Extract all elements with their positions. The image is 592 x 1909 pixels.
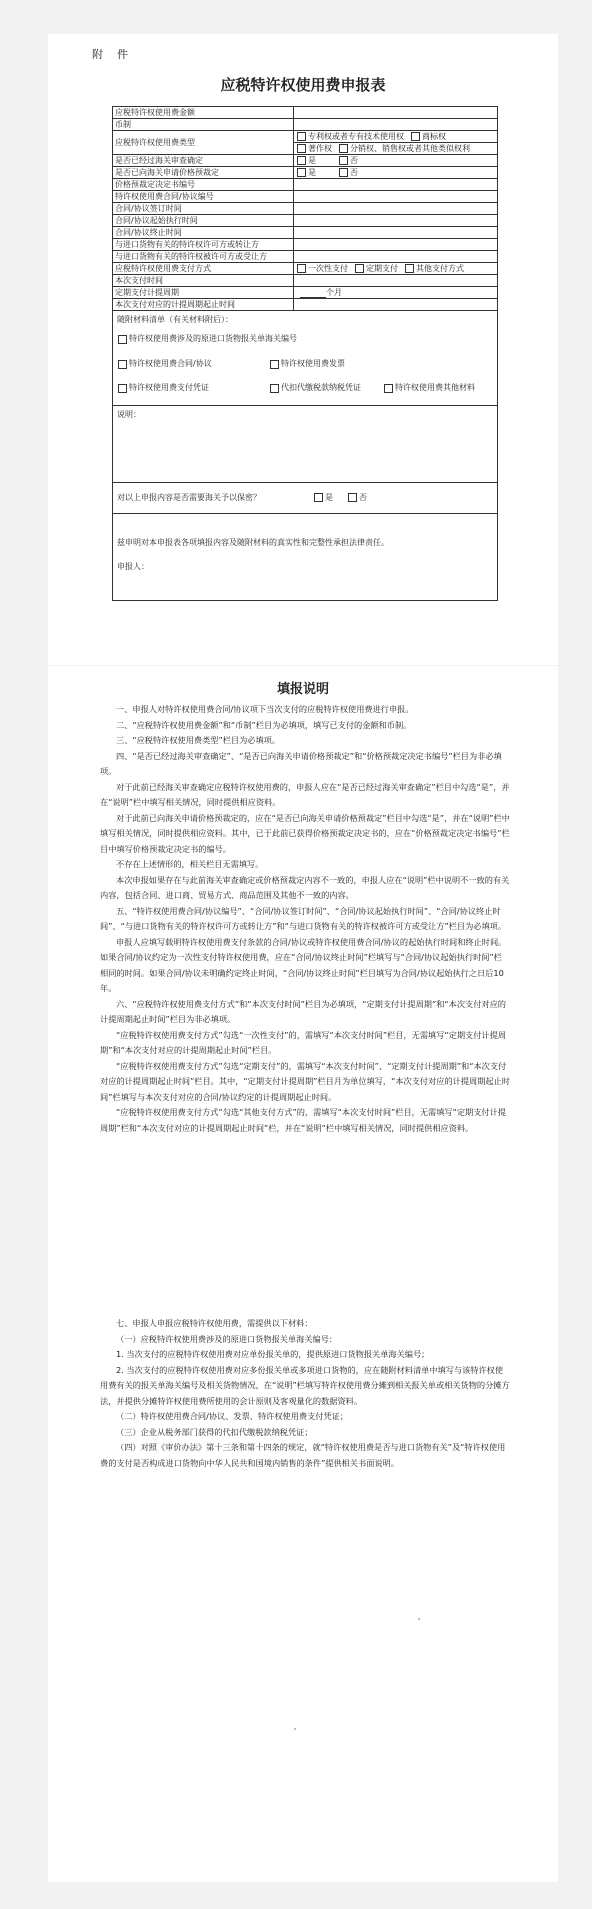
table-row [113,227,498,239]
confidential-no-checkbox[interactable] [348,493,357,502]
applied-yes-label: 是 [308,167,316,177]
scan-speck [418,1618,420,1620]
applicant-label[interactable]: 申报人： [117,562,149,571]
type-copyright-label: 著作权 [308,143,332,153]
declaration-statement: 兹申明对本申报表各项填报内容及随附材料的真实性和完整性承担法律责任。 [117,538,389,547]
instructions-page [48,666,558,1882]
currency-label: 币制 [113,119,294,131]
instruction-paragraph: “应税特许权使用费支付方式”勾选“一次性支付”的，需填写“本次支付时间”栏目，无需填写“定期支付计提周期”和“本次支付对应的计提周期起止时间”栏目。 [100,1029,506,1055]
instructions-section-1 [100,702,510,1136]
licensor-label: 与进口货物有关的特许权许可方或转让方 [113,239,294,251]
period-unit: 个月 [326,287,342,297]
attachment-row-2 [117,353,493,375]
reviewed-yes-label: 是 [308,155,316,165]
table-row [113,215,498,227]
applied-no-checkbox[interactable] [339,168,348,177]
pay-method-options [294,263,498,275]
instruction-paragraph: （二）特许权使用费合同/协议、发票、特许权使用费支付凭证； [116,1411,349,1421]
contract-no-value[interactable] [294,191,498,203]
instruction-paragraph: 二、“应税特许权使用费金额”和“币制”栏目为必填项，填写已支付的金额和币制。 [116,719,412,730]
period-value[interactable] [294,287,498,299]
type-distribution-checkbox[interactable] [339,144,348,153]
table-row [113,119,498,131]
instructions-section-2 [100,1316,510,1471]
sign-time-value[interactable] [294,203,498,215]
contract-no-label: 特许权使用费合同/协议编号 [113,191,294,203]
table-row [113,406,498,483]
declaration-cell [113,514,498,601]
attach-payment-checkbox[interactable] [118,384,127,393]
instruction-paragraph: 申报人应填写载明特许权使用费支付条款的合同/协议或特许权使用费合同/协议的起始执行时间和终止时间。如果合同/协议约定为一次性支付特许权使用费，应在“合同/协议终止时间”栏填写与“合同/协议起始执行时间”栏相同的时间。如果合同/协议未明确约定终止时间，“合同/协议终止时间”栏目填写为合同/协议起始执行之日后10年。 [100,936,507,993]
form-title: 应税特许权使用费申报表 [220,76,386,94]
notes-label: 说明： [117,410,141,419]
table-row [113,203,498,215]
reviewed-yes-checkbox[interactable] [297,156,306,165]
attachments-cell [113,311,498,406]
instruction-paragraph: 不存在上述情形的，相关栏目无需填写。 [116,859,264,869]
confidential-question: 对以上申报内容是否需要海关予以保密？ [117,493,261,502]
attach-payment-label: 特许权使用费支付凭证 [129,383,209,392]
declaration-form-table [112,106,498,601]
table-row [113,287,498,299]
reviewed-options [294,155,498,167]
instruction-paragraph: “应税特许权使用费支付方式”勾选“定期支付”的，需填写“本次支付时间”、“定期支付计提周期”和“本次支付对应的计提周期起止时间”栏目。其中，“定期支付计提周期”栏目月为单位填写，“本次支付对应的计提周期起止时间”栏填写与本次支付对应的合同/协议约定的计提周期起止时间。 [100,1060,510,1102]
reviewed-label: 是否已经过海关审查确定 [113,155,294,167]
attach-invoice-label: 特许权使用费发票 [281,359,345,368]
pay-time-label: 本次支付时间 [113,275,294,287]
table-row [113,251,498,263]
attach-other-checkbox[interactable] [384,384,393,393]
confidential-yes-label: 是 [325,493,333,502]
pay-other-label: 其他支付方式 [416,263,464,273]
period-label: 定期支付计提周期 [113,287,294,299]
instruction-paragraph: 2. 当次支付的应税特许权使用费对应多份报关单或多项进口货物的，应在随附材料清单中填写与该特许权使用费有关的报关单海关编号及相关货物情况，在“说明”栏填写特许权使用费分摊到相关报关单或相关货物的分摊方法，并提供分摊特许权使用费所使用的会计原则及客观量化的数据资料。 [100,1364,510,1406]
reviewed-no-label: 否 [350,155,358,165]
instruction-paragraph: 对于此前已经海关审查确定应税特许权使用费的，申报人应在“是否已经过海关审查确定”栏目中勾选“是”，并在“说明”栏中填写相关情况，同时提供相应资料。 [100,781,510,807]
type-patent-label: 专利权或者专有技术使用权 [308,131,404,141]
annex-label: 附件 [92,48,142,61]
licensee-value[interactable] [294,251,498,263]
ruling-no-label: 价格预裁定决定书编号 [113,179,294,191]
table-row [113,263,498,275]
instruction-paragraph: 一、申报人对特许权使用费合同/协议项下当次支付的应税特许权使用费进行申报。 [116,704,414,714]
instructions-title: 填报说明 [276,682,329,697]
instruction-paragraph: （三）企业从税务部门获得的代扣代缴税款纳税凭证； [116,1426,313,1437]
instruction-paragraph: 六、“应税特许权使用费支付方式”和“本次支付时间”栏目为必填项，“定期支付计提周期”和“本次支付对应的计提周期起止时间”栏目为非必填项。 [100,998,506,1024]
end-time-label: 合同/协议终止时间 [113,227,294,239]
pay-once-label: 一次性支付 [308,263,348,273]
currency-value[interactable] [294,119,498,131]
notes-cell[interactable] [113,406,498,483]
period-range-label: 本次支付对应的计提周期起止时间 [113,299,294,311]
type-patent-checkbox[interactable] [297,132,306,141]
pay-periodic-checkbox[interactable] [355,264,364,273]
amount-value[interactable] [294,107,498,119]
pay-once-checkbox[interactable] [297,264,306,273]
attach-declaration-no-label: 特许权使用费涉及的原进口货物报关单海关编号 [129,334,297,343]
sign-time-label: 合同/协议签订时间 [113,203,294,215]
period-range-value[interactable] [294,299,498,311]
type-options-row2 [294,143,498,155]
start-time-value[interactable] [294,215,498,227]
table-row [113,191,498,203]
start-time-label: 合同/协议起始执行时间 [113,215,294,227]
confidential-no-label: 否 [359,493,367,502]
attach-other-label: 特许权使用费其他材料 [395,383,475,392]
pay-method-label: 应税特许权使用费支付方式 [113,263,294,275]
ruling-no-value[interactable] [294,179,498,191]
pay-other-checkbox[interactable] [405,264,414,273]
attach-tax-checkbox[interactable] [270,384,279,393]
attach-tax-label: 代扣代缴税款纳税凭证 [281,383,361,392]
table-row [113,131,498,143]
applied-options [294,167,498,179]
instruction-paragraph: 七、申报人申报应税特许权使用费，需提供以下材料： [116,1318,313,1328]
table-row [113,514,498,601]
applied-yes-checkbox[interactable] [297,168,306,177]
table-row [113,155,498,167]
table-row [113,311,498,406]
attachment-row-1 [117,325,493,353]
pay-time-value[interactable] [294,275,498,287]
type-copyright-checkbox[interactable] [297,144,306,153]
type-trademark-label: 商标权 [422,131,446,141]
table-row [113,275,498,287]
type-trademark-checkbox[interactable] [411,132,420,141]
attachment-row-3 [117,375,493,401]
table-row [113,179,498,191]
licensee-label: 与进口货物有关的特许权被许可方或受让方 [113,251,294,263]
confidential-yes-checkbox[interactable] [314,493,323,502]
instruction-paragraph: “应税特许权使用费支付方式”勾选“其他支付方式”的，需填写“本次支付时间”栏目，无需填写“定期支付计提周期”栏和“本次支付对应的计提周期起止时间”栏，并在“说明”栏中填写相关情况，同时提供相应资料。 [100,1107,506,1133]
table-row [113,107,498,119]
instruction-paragraph: （一）应税特许权使用费涉及的原进口货物报关单海关编号： [116,1333,338,1344]
attachments-heading: 随附材料清单（有关材料附后）： [117,315,233,324]
type-distribution-label: 分销权、销售权或者其他类似权利 [350,143,470,153]
reviewed-no-checkbox[interactable] [339,156,348,165]
instruction-paragraph: 四、“是否已经过海关审查确定”、“是否已向海关申请价格预裁定”和“价格预裁定决定书编号”栏目为非必填项。 [100,750,502,776]
end-time-value[interactable] [294,227,498,239]
attach-contract-checkbox[interactable] [118,360,127,369]
attach-invoice-checkbox[interactable] [270,360,279,369]
instruction-paragraph: 对于此前已向海关申请价格预裁定的，应在“是否已向海关申请价格预裁定”栏目中勾选“是”，并在“说明”栏中填写相关情况，同时提供相应资料。其中，已于此前已获得价格预裁定决定书的，应在“价格预裁定决定书编号”栏目中填写价格预裁定决定书的编号。 [100,812,510,854]
instruction-paragraph: 1. 当次支付的应税特许权使用费对应单份报关单的，提供原进口货物报关单海关编号； [116,1349,430,1359]
applied-label: 是否已向海关申请价格预裁定 [113,167,294,179]
scan-speck [294,1728,296,1730]
period-blank[interactable] [300,289,326,298]
attach-contract-label: 特许权使用费合同/协议 [129,359,212,368]
attach-declaration-no-checkbox[interactable] [118,335,127,344]
table-row [113,239,498,251]
instruction-paragraph: 本次申报如果存在与此前海关审查确定或价格预裁定内容不一致的，申报人应在“说明”栏中说明不一致的有关内容，包括合同、进口商、贸易方式、商品范围及其他不一致的内容。 [100,874,510,900]
pay-periodic-label: 定期支付 [366,263,398,273]
instruction-paragraph: （四）对照《审价办法》第十三条和第十四条的规定，就“特许权使用费是否与进口货物有关”及“特许权使用费的支付是否构成进口货物向中华人民共和国境内销售的条件”提供相关书面说明。 [100,1442,506,1468]
table-row [113,299,498,311]
instruction-paragraph: 五、“特许权使用费合同/协议编号”、“合同/协议签订时间”、“合同/协议起始执行时间”、“合同/协议终止时间”、“与进口货物有关的特许权许可方或转让方”和“与进口货物有关的特许权被许可方或受让方”栏目为必填项。 [100,905,507,931]
table-row [113,167,498,179]
licensor-value[interactable] [294,239,498,251]
confidential-cell [113,483,498,514]
type-label: 应税特许权使用费类型 [113,131,294,155]
applied-no-label: 否 [350,167,358,177]
amount-label: 应税特许权使用费金额 [113,107,294,119]
instruction-paragraph: 三、“应税特许权使用费类型”栏目为必填项。 [116,735,281,745]
type-options-row1 [294,131,498,143]
table-row [113,483,498,514]
form-page [48,34,558,665]
